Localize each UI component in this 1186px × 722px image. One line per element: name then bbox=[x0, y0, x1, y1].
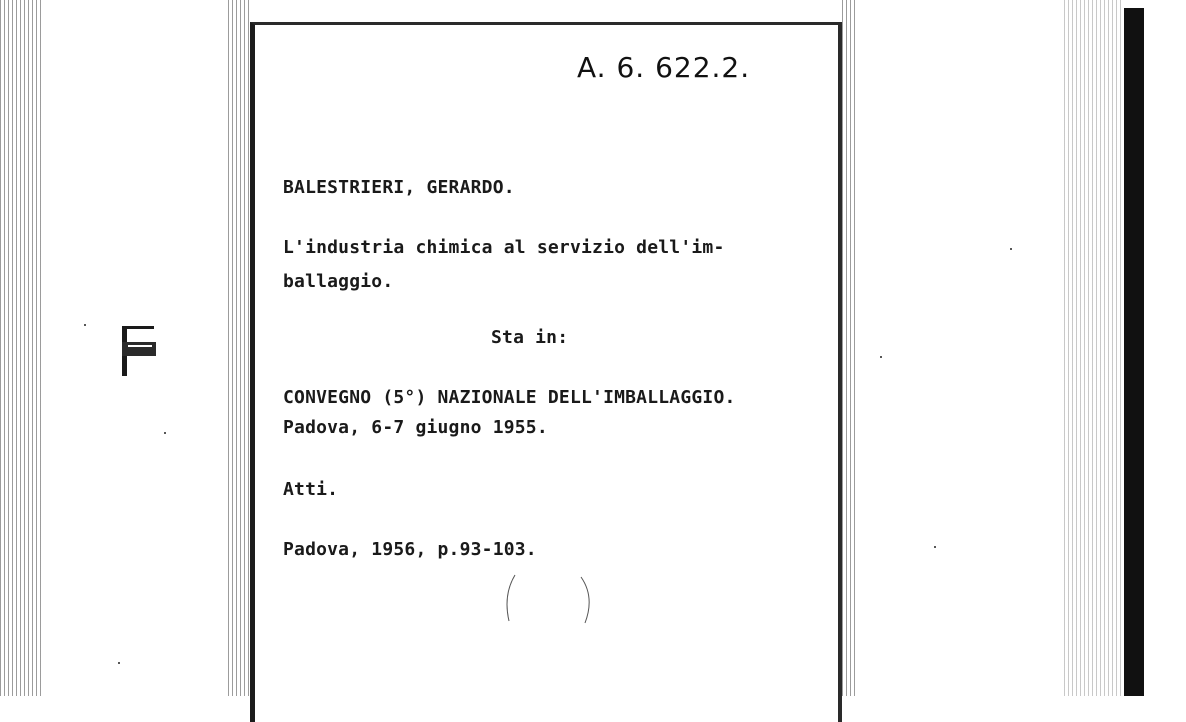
f-marker-icon bbox=[120, 322, 158, 378]
scan-speck bbox=[164, 432, 166, 434]
left-scan-edge bbox=[0, 0, 42, 696]
right-dark-border bbox=[1124, 8, 1144, 696]
scan-speck bbox=[880, 356, 882, 358]
scan-speck bbox=[1010, 248, 1012, 250]
in-label: Sta in: bbox=[491, 327, 569, 348]
title-line-2: ballaggio. bbox=[283, 271, 394, 292]
scan-speck bbox=[934, 546, 936, 548]
right-inner-scan-edge bbox=[842, 0, 856, 696]
source-line-1: CONVEGNO (5°) NAZIONALE DELL'IMBALLAGGIO. bbox=[283, 387, 736, 408]
title-line-1: L'industria chimica al servizio dell'im- bbox=[283, 237, 725, 258]
left-inner-scan-edge bbox=[228, 0, 250, 696]
scan-speck bbox=[84, 324, 86, 326]
scan-speck bbox=[118, 662, 120, 664]
pencil-mark bbox=[501, 573, 595, 633]
series-line: Atti. bbox=[283, 479, 339, 500]
source-line-2: Padova, 6-7 giugno 1955. bbox=[283, 417, 548, 438]
imprint-line: Padova, 1956, p.93-103. bbox=[283, 539, 537, 560]
shelfmark: A. 6. 622.2. bbox=[577, 51, 751, 84]
right-scan-edge bbox=[1064, 0, 1124, 696]
author-line: BALESTRIERI, GERARDO. bbox=[283, 177, 515, 198]
catalog-card bbox=[250, 22, 842, 722]
